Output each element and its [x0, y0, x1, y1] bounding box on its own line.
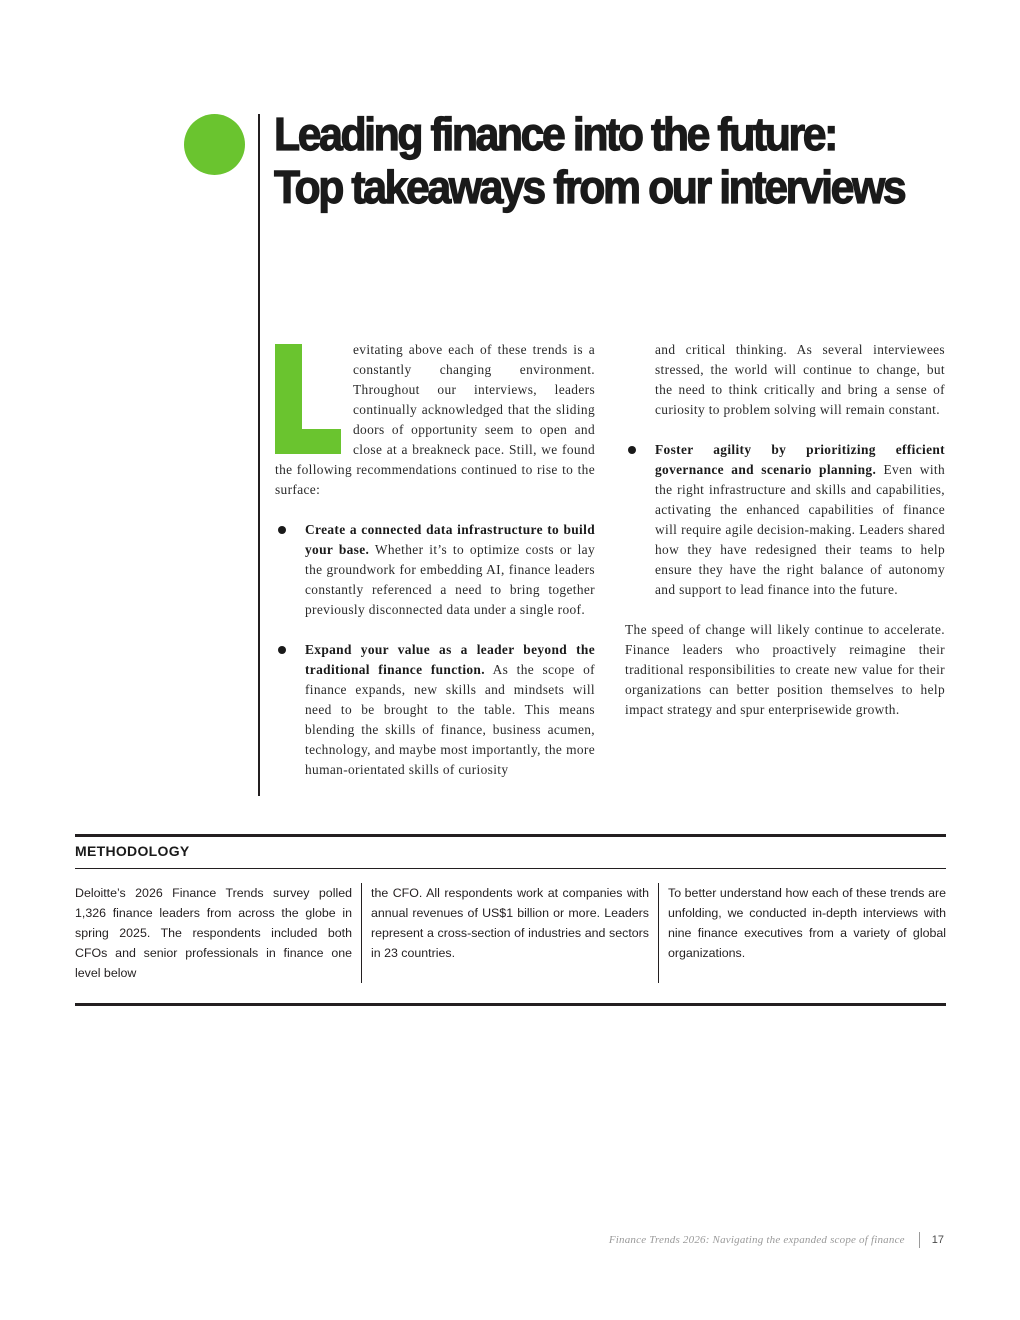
publication-title: Finance Trends 2026: Navigating the expanded scope of finance — [608, 1234, 905, 1246]
bullet-icon — [278, 526, 286, 534]
list-item — [275, 520, 595, 620]
page-footer — [609, 1232, 944, 1248]
intro-paragraph: evitating above each of these trends is a constantly changing environment. Throughout our interviews, leaders continually acknowledged that the sliding doors of opportunity seem to open and close at a breakneck pace. Still, we found the following recommendations continued to rise to the surface: — [275, 342, 595, 497]
vertical-divider — [258, 114, 260, 796]
bullet-lead: Expand your value as a leader beyond the traditional finance function. — [305, 642, 595, 677]
dropcap — [275, 344, 341, 454]
methodology-column-1: Deloitte’s 2026 Finance Trends survey polled 1,326 finance leaders from across the globe in spring 2025. The respondents included both CFOs and senior professionals in finance one level below — [75, 883, 362, 983]
page-title: Leading finance into the future: Top takeaways from our interviews — [274, 108, 905, 213]
rule-divider — [75, 868, 946, 869]
footer-divider — [919, 1232, 920, 1248]
list-item — [625, 440, 945, 600]
bullet-body: Even with the right infrastructure and skills and capabilities, activating the enhanced capabilities of finance will require agile decision-making. Leaders shared how they have redesigned their teams to help ensure they have the right balance of autonomy and support to lead finance into the future. — [655, 462, 945, 597]
bullet-lead: Foster agility by prioritizing efficient governance and scenario planning. — [655, 442, 945, 477]
article-column-right — [625, 340, 945, 720]
list-item — [275, 640, 595, 780]
bullet-continuation: and critical thinking. As several interviewees stressed, the world will continue to change, but the need to think critically and bring a sense of curiosity to problem solving will remain constant. — [655, 342, 945, 417]
page-number: 17 — [931, 1234, 944, 1246]
green-circle-icon — [184, 114, 245, 175]
methodology-column-2: the CFO. All respondents work at companies with annual revenues of US$1 billion or more. Leaders represent a cross-section of industries and sectors in 23 countries. — [362, 883, 659, 983]
bullet-body: Whether it’s to optimize costs or lay the groundwork for embedding AI, finance leaders constantly referenced a need to bring together previously disconnected data under a single roof. — [305, 542, 595, 617]
methodology-column-3: To better understand how each of these trends are unfolding, we conducted in-depth interviews with nine finance executives from a variety of global organizations. — [668, 886, 946, 960]
rule-bottom — [75, 1003, 946, 1006]
bullet-body: As the scope of finance expands, new skills and mindsets will need to be brought to the table. This means blending the skills of finance, business acumen, technology, and maybe most importantly, the more human-orientated skills of curiosity — [305, 662, 595, 777]
methodology-heading: METHODOLOGY — [75, 843, 190, 859]
bullet-lead: Create a connected data infrastructure to build your base. — [305, 522, 595, 557]
closing-paragraph: The speed of change will likely continue to accelerate. Finance leaders who proactively reimagine their traditional responsibilities to create new value for their organizations can better position themselves to help impact strategy and spur enterprisewide growth. — [625, 622, 945, 717]
bullet-icon — [628, 446, 636, 454]
bullet-icon — [278, 646, 286, 654]
methodology-box — [75, 834, 946, 1006]
article-column-left — [275, 340, 595, 780]
